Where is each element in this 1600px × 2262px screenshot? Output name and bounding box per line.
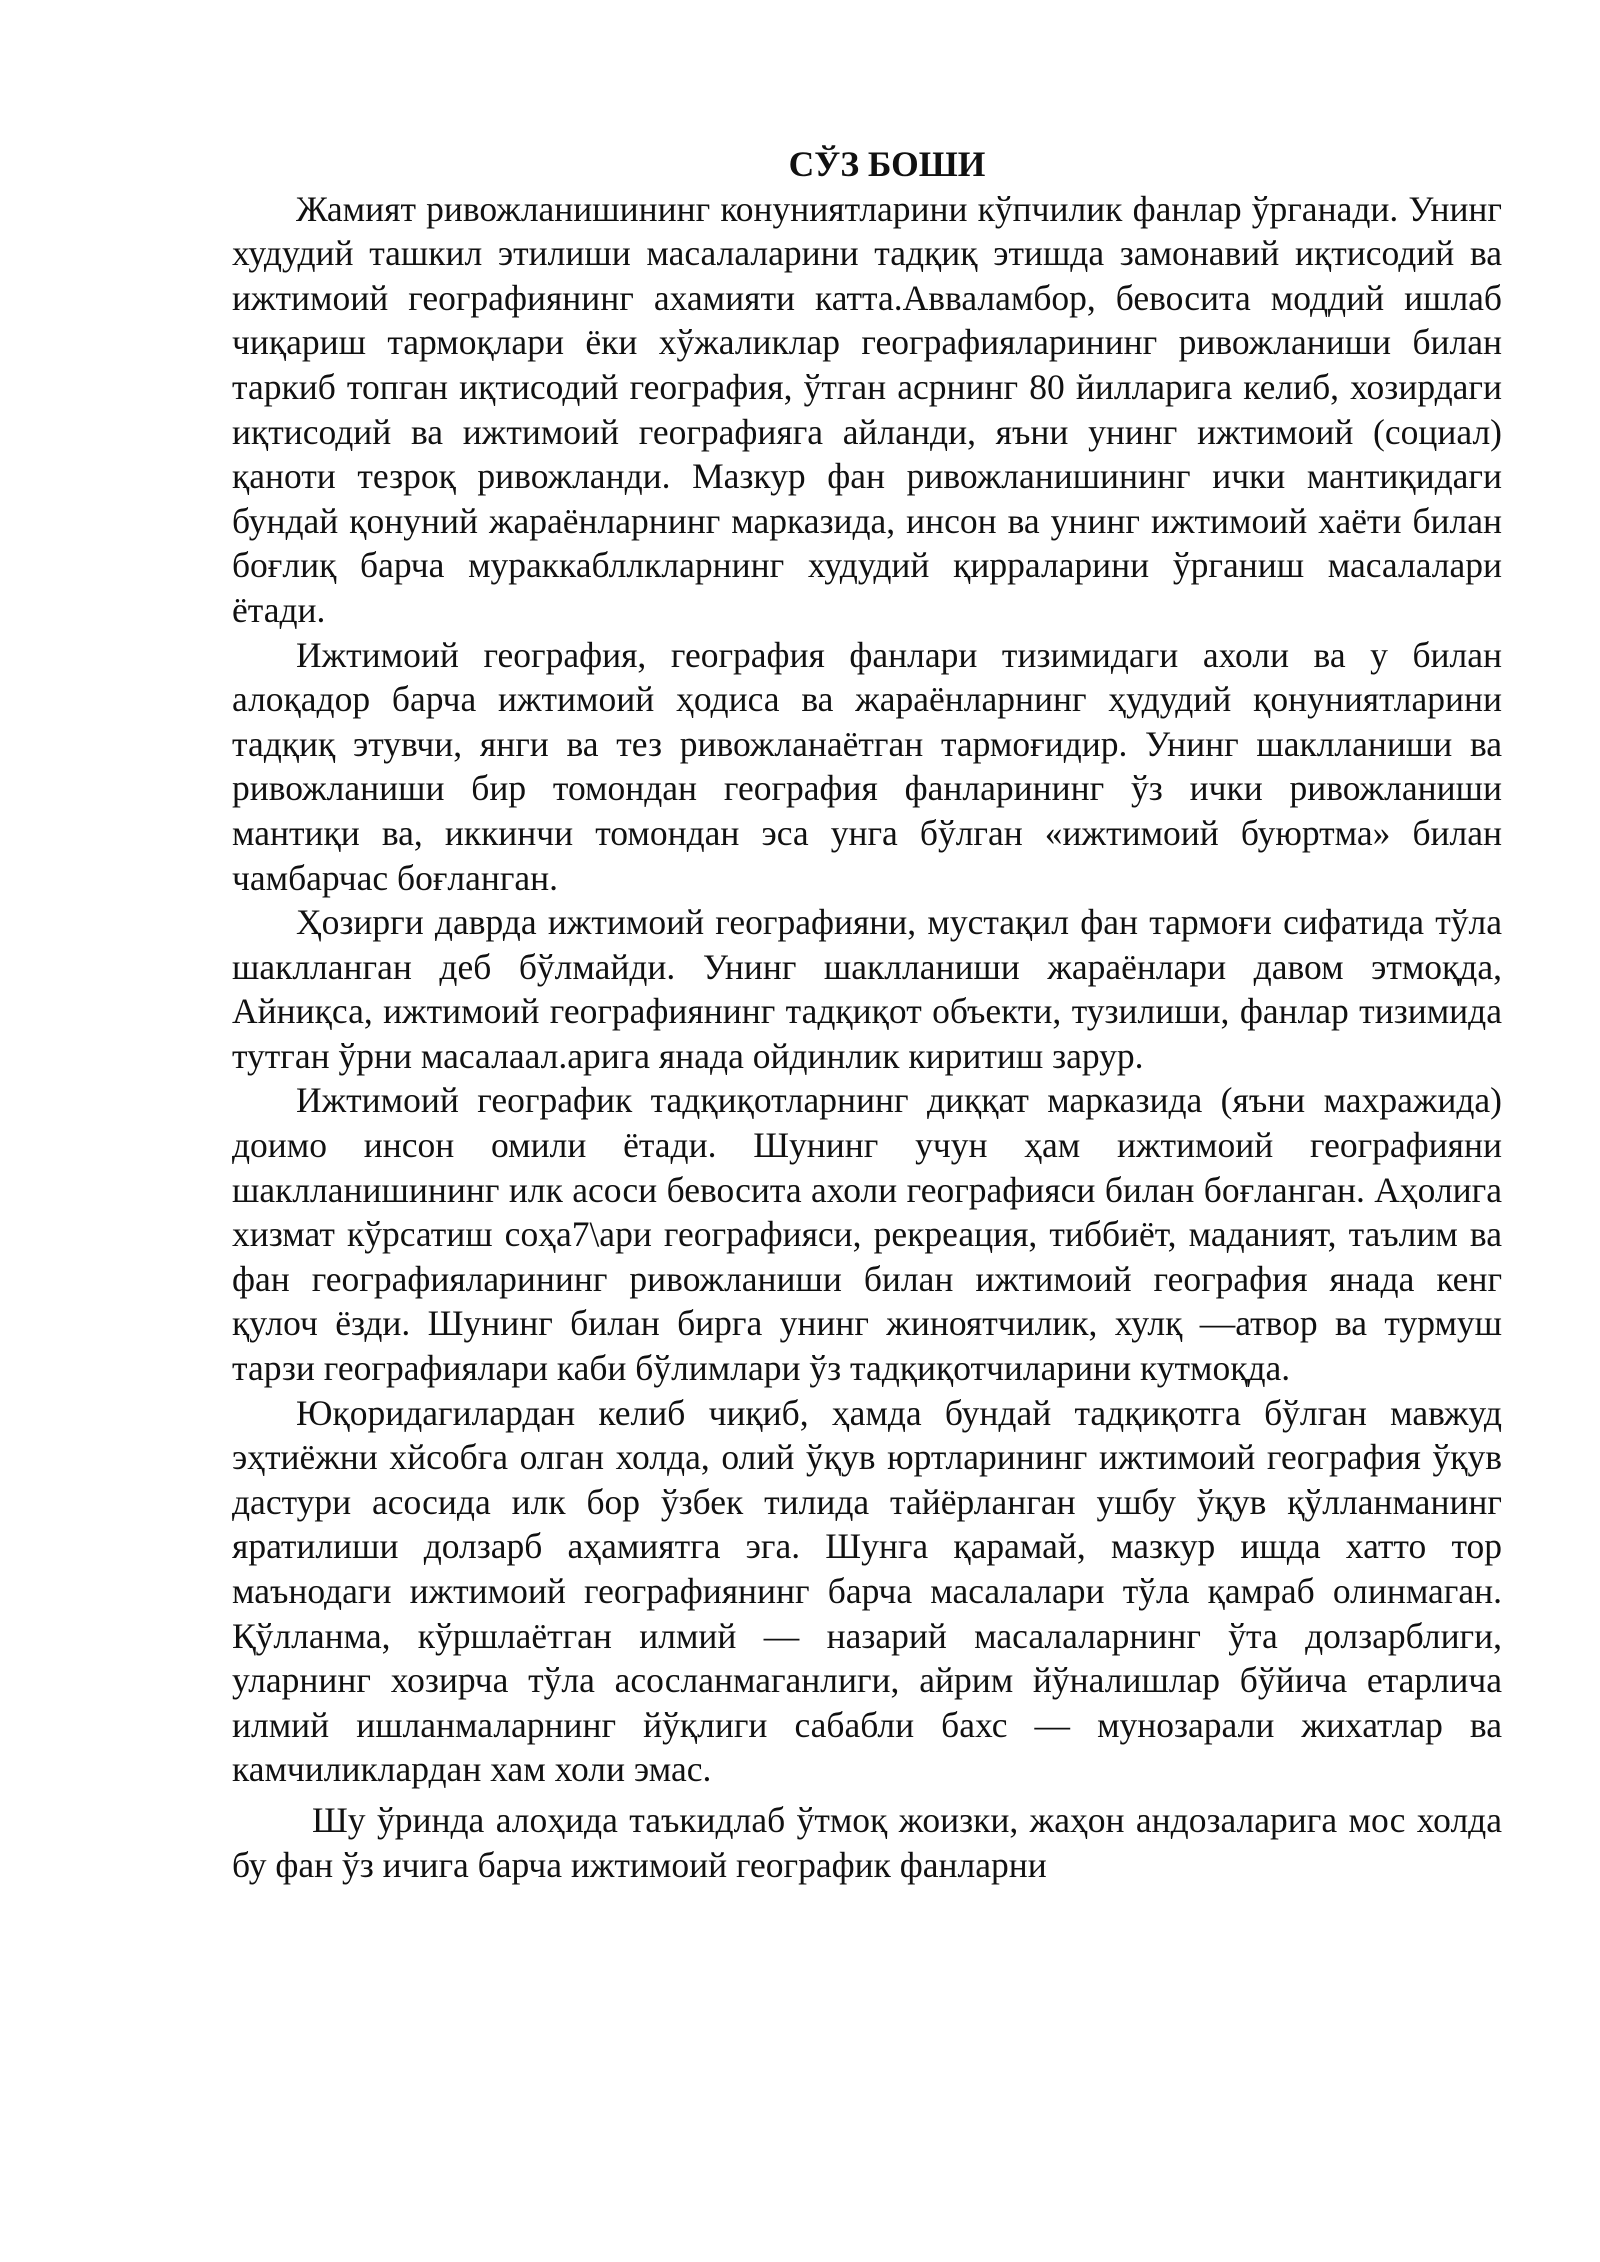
paragraph-6: Шу ўринда алоҳида таъкидлаб ўтмоқ жоизки, жаҳон андозаларига мос холда бу фан ўз ичига барча ижтимоий географик фанларни (232, 1799, 1502, 1885)
paragraph-3: Ҳозирги даврда ижтимоий географияни, мустақил фан тармоғи сифатида тўла шаклланган деб бўлмайди. Унинг шаклланиши жараёнлари давом этмоқда, Айниқса, ижтимоий географиянинг тадқиқот объекти, тузилиши, фанлар тизимида тутган ўрни масалаал.арига янада ойдинлик киритиш зарур. (232, 902, 1502, 1076)
paragraph-2: Ижтимоий география, география фанлари тизимидаги ахоли ва у билан алоқадор барча ижтимоий ҳодиса ва жараёнларнинг ҳудудий қонуниятларини тадқиқ этувчи, янги ва тез ривожланаётган тармоғидир. Унинг шаклланиши ва ривожланиши бир томондан география фанларининг ўз ички ривожланиши мантиқи ва, иккинчи томондан эса унга бўлган «ижтимоий буюртма» билан чамбарчас боғланган. (232, 634, 1502, 898)
document-page (232, 142, 1502, 1887)
document-title: СЎЗ БОШИ (788, 144, 986, 184)
paragraph-1: Жамият ривожланишининг конуниятларини кўпчилик фанлар ўрганади. Унинг худудий ташкил этилиши масалаларини тадқиқ этишда замонавий иқтисодий ва ижтимоий географиянинг ахамияти катта.Аввалaмбор, бевосита моддий ишлаб чиқариш тармоқлари ёки хўжаликлар географияларининг ривожланиши билан таркиб топган иқтисодий география, ўтган асрнинг 80 йилларига келиб, хозирдаги иқтисодий ва ижтимоий географияга айланди, яъни унинг ижтимоий (социал) қаноти тезроқ ривожланди. Мазкур фан ривожланишининг ички мантиқидаги бундай қонуний жараёнларнинг марказида, инсон ва унинг ижтимоий хаёти билан боғлиқ барча мураккабллкларнинг худудий қирраларини ўрганиш масалалари ётади. (232, 188, 1502, 630)
paragraph-5: Юқоридагилардан келиб чиқиб, ҳамда бундай тадқиқотга бўлган мавжуд эҳтиёжни хйсобга олган холда, олий ўқув юртларининг ижтимоий география ўқув дастури асосида илк бор ўзбек тилида тайёрланган ушбу ўқув қўлланманинг яратилиши долзарб аҳамиятга эга. Шунга қарамай, мазкур ишда хатто тор маънодаги ижтимоий географиянинг барча масалалари тўла қамраб олинмаган. Қўлланма, кўршлаётган илмий — назарий масалаларнинг ўта долзарблиги, уларнинг хозирча тўла асосланмаганлиги, айрим йўналишлар бўйича етарлича илмий ишланмаларнинг йўқлиги сабабли бахс — мунозарали жихатлар ва камчиликлардан хам холи эмас. (232, 1392, 1502, 1790)
paragraph-4: Ижтимоий географик тадқиқотларнинг диққат марказида (яъни махражида) доимо инсон омили ётади. Шунинг учун ҳам ижтимоий географияни шаклланишининг илк асоси бевосита ахоли географияси билан боғланган. Аҳолига хизмат кўрсатиш соҳа7\ари географияси, рекреация, тиббиёт, маданият, таълим ва фан географияларининг ривожланиши билан ижтимоий география янада кенг қулоч ёзди. Шунинг билан бирга унинг жиноятчилик, хулқ —атвор ва турмуш тарзи географиялари каби бўлимлари ўз тадқиқотчиларини кутмоқда. (232, 1080, 1502, 1389)
